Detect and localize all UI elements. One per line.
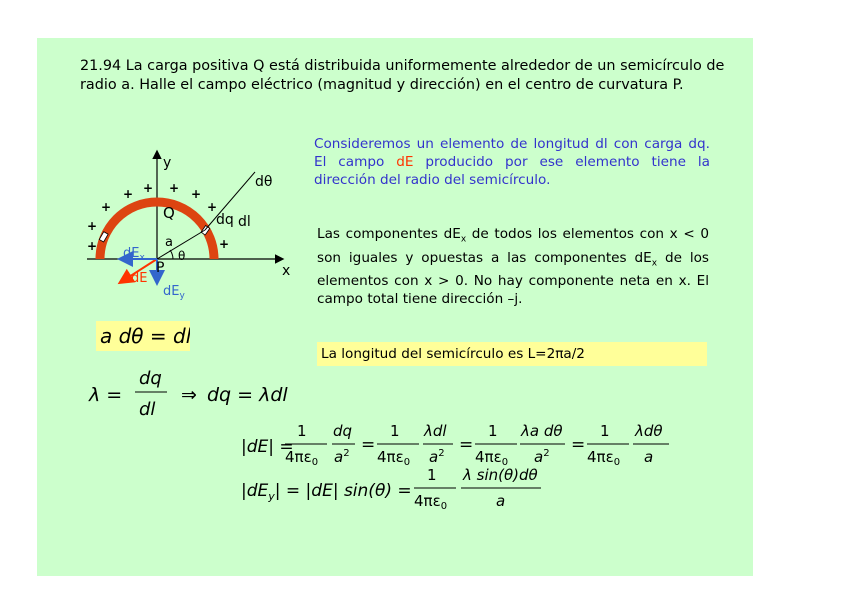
- svg-text:a2: $a^2$: [334, 448, 350, 466]
- equations: [77, 360, 717, 510]
- plus-sign: +: [87, 239, 98, 253]
- svg-text:⇒: ⇒: [181, 384, 197, 406]
- svg-text:4πε0: $4\pi\varepsilon_0$: [414, 492, 448, 510]
- svg-text:a dθ = dl: a dθ = dl: [100, 324, 190, 348]
- theta-label: θ: [178, 249, 186, 263]
- svg-text:1: 1: [600, 422, 610, 440]
- semicircle-length-box: La longitud del semicírculo es L=2πa/2: [317, 342, 707, 366]
- svg-text:a2: $a^2$: [534, 448, 550, 466]
- svg-text:dq: dq: [333, 422, 353, 440]
- plus-sign: +: [143, 181, 154, 195]
- dEx-label: $dE_x$: [123, 246, 145, 263]
- Q-label: Q: [163, 204, 175, 222]
- svg-text:4πε0: $4\pi\varepsilon_0$: [587, 448, 621, 468]
- svg-text:dq = λdl: dq = λdl: [207, 384, 288, 406]
- theta-arc: [170, 250, 173, 259]
- svg-text:=: =: [459, 435, 474, 455]
- svg-text:|dE| =: |dE| =: [241, 437, 294, 457]
- svg-text:a2: $a^2$: [429, 448, 445, 466]
- dE-label: dE: [131, 271, 148, 286]
- dE-highlight: dE: [396, 154, 414, 170]
- problem-statement: 21.94 La carga positiva Q está distribuida uniformemente alrededor de un semicírculo de radio a. Halle el campo eléctrico (magnitud y dirección) en el centro de curvatura P.: [80, 58, 725, 93]
- dl-label: dl: [238, 214, 251, 230]
- semicircle-diagram: [77, 142, 317, 322]
- plus-sign: +: [101, 200, 112, 214]
- svg-text:1: 1: [297, 422, 307, 440]
- svg-text:1: 1: [488, 422, 498, 440]
- svg-text:λdl: λdl: [424, 422, 447, 440]
- slide: [37, 38, 753, 576]
- svg-text:4πε0: $4\pi\varepsilon_0$: [475, 448, 509, 468]
- x-axis-label: x: [282, 263, 291, 279]
- plus-sign: +: [123, 187, 134, 201]
- svg-text:dq: dq: [139, 368, 162, 389]
- plus-sign: +: [207, 200, 218, 214]
- svg-text:1: 1: [427, 466, 437, 484]
- svg-text:λ sin(θ)dθ: λ sin(θ)dθ: [463, 466, 538, 484]
- plus-sign: +: [219, 237, 230, 251]
- svg-text:λdθ: λdθ: [635, 422, 663, 440]
- y-axis-label: y: [163, 155, 172, 171]
- plus-sign: +: [87, 219, 98, 233]
- P-label: P: [156, 260, 165, 276]
- components-paragraph: Las componentes $dE_x$ de todos los elementos con x < 0 son iguales y opuestas a las componentes $dE_x$ de los elementos con x > 0. No hay componente neta en x. El campo total tiene dirección –j.: [317, 226, 709, 308]
- arc-length-equation: [96, 321, 190, 351]
- svg-text:a: a: [496, 492, 506, 510]
- dEy-label: $dE_y$: [163, 284, 185, 301]
- svg-text:=: =: [571, 435, 586, 455]
- svg-text:|dEy| = |dE| sin(θ) =: $|dE_y| = |dE|$ sin(θ) =: [241, 481, 412, 503]
- element-description: Consideremos un elemento de longitud dl con carga dq. El campo dE producido por ese elemento tiene la dirección del radio del semicírculo.: [314, 136, 711, 188]
- svg-text:λ =: λ =: [89, 384, 123, 406]
- svg-text:4πε0: $4\pi\varepsilon_0$: [285, 448, 319, 468]
- svg-text:a: a: [644, 448, 654, 466]
- plus-sign: +: [191, 187, 202, 201]
- radius-a-label: a: [165, 235, 173, 250]
- dq-label: dq: [216, 212, 234, 228]
- svg-text:λa dθ: λa dθ: [521, 422, 563, 440]
- svg-text:dl: dl: [139, 399, 156, 420]
- svg-text:=: =: [361, 435, 376, 455]
- arc-length-box: [96, 321, 190, 351]
- dtheta-label: dθ: [255, 174, 273, 190]
- plus-sign: +: [169, 181, 180, 195]
- svg-text:4πε0: $4\pi\varepsilon_0$: [377, 448, 411, 468]
- svg-text:1: 1: [390, 422, 400, 440]
